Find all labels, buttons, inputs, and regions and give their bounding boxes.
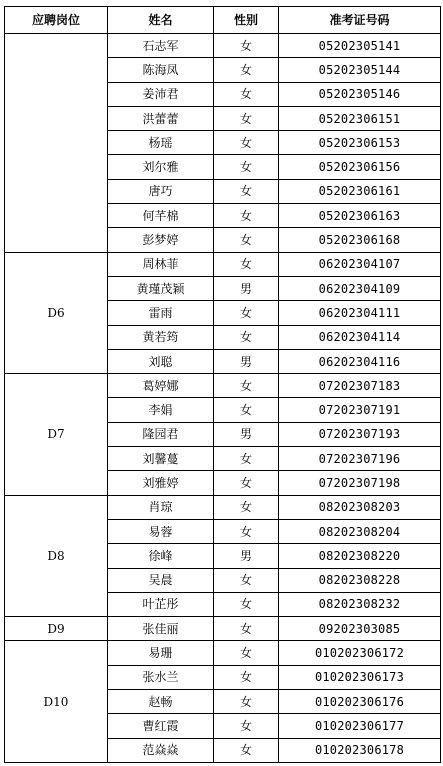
exam-number-cell: 06202304109	[279, 276, 441, 300]
gender-cell: 女	[214, 204, 279, 228]
name-cell: 周林菲	[108, 252, 214, 276]
exam-number-cell: 07202307193	[279, 422, 441, 446]
exam-number-cell: 05202306163	[279, 204, 441, 228]
exam-number-cell: 08202308220	[279, 544, 441, 568]
gender-cell: 女	[214, 58, 279, 82]
gender-cell: 男	[214, 544, 279, 568]
post-cell	[5, 34, 108, 253]
name-cell: 张水兰	[108, 665, 214, 689]
exam-number-cell: 05202306161	[279, 179, 441, 203]
exam-number-cell: 05202305146	[279, 82, 441, 106]
exam-number-cell: 010202306178	[279, 738, 441, 762]
name-cell: 李娟	[108, 398, 214, 422]
name-cell: 刘馨蔓	[108, 447, 214, 471]
gender-cell: 女	[214, 519, 279, 543]
exam-number-cell: 06202304114	[279, 325, 441, 349]
table-row	[5, 374, 441, 398]
exam-number-cell: 07202307191	[279, 398, 441, 422]
exam-number-cell: 010202306172	[279, 641, 441, 665]
gender-cell: 女	[214, 592, 279, 616]
table-row	[5, 495, 441, 519]
post-cell: D10	[5, 641, 108, 762]
name-cell: 易珊	[108, 641, 214, 665]
post-cell: D6	[5, 252, 108, 373]
name-cell: 葛婷娜	[108, 374, 214, 398]
post-cell: D7	[5, 374, 108, 495]
gender-cell: 女	[214, 106, 279, 130]
gender-cell: 女	[214, 398, 279, 422]
gender-cell: 女	[214, 155, 279, 179]
name-cell: 肖琼	[108, 495, 214, 519]
name-cell: 张佳丽	[108, 617, 214, 641]
exam-number-cell: 07202307198	[279, 471, 441, 495]
exam-number-cell: 08202308232	[279, 592, 441, 616]
name-cell: 赵畅	[108, 690, 214, 714]
name-cell: 刘尔雅	[108, 155, 214, 179]
gender-cell: 女	[214, 447, 279, 471]
exam-number-cell: 010202306176	[279, 690, 441, 714]
name-cell: 彭梦婷	[108, 228, 214, 252]
exam-number-cell: 06202304111	[279, 301, 441, 325]
name-cell: 雷雨	[108, 301, 214, 325]
exam-number-cell: 07202307183	[279, 374, 441, 398]
gender-cell: 女	[214, 301, 279, 325]
exam-number-cell: 05202306156	[279, 155, 441, 179]
gender-cell: 女	[214, 471, 279, 495]
exam-number-cell: 09202303085	[279, 617, 441, 641]
table-row	[5, 252, 441, 276]
exam-number-cell: 010202306177	[279, 714, 441, 738]
name-cell: 石志军	[108, 34, 214, 58]
header-post: 应聘岗位	[5, 7, 108, 34]
exam-number-cell: 07202307196	[279, 447, 441, 471]
header-exam-number: 准考证号码	[279, 7, 441, 34]
exam-number-cell: 08202308204	[279, 519, 441, 543]
table-body	[5, 34, 441, 763]
exam-number-cell: 05202306153	[279, 131, 441, 155]
header-name: 姓名	[108, 7, 214, 34]
name-cell: 姜沛君	[108, 82, 214, 106]
gender-cell: 女	[214, 34, 279, 58]
post-cell: D8	[5, 495, 108, 616]
name-cell: 叶芷彤	[108, 592, 214, 616]
name-cell: 陈海凤	[108, 58, 214, 82]
gender-cell: 女	[214, 738, 279, 762]
gender-cell: 女	[214, 252, 279, 276]
gender-cell: 男	[214, 349, 279, 373]
table-row	[5, 641, 441, 665]
gender-cell: 女	[214, 495, 279, 519]
gender-cell: 女	[214, 641, 279, 665]
exam-number-cell: 010202306173	[279, 665, 441, 689]
exam-number-cell: 06202304116	[279, 349, 441, 373]
exam-number-cell: 05202305144	[279, 58, 441, 82]
table-row	[5, 617, 441, 641]
exam-number-cell: 05202306151	[279, 106, 441, 130]
name-cell: 唐巧	[108, 179, 214, 203]
name-cell: 洪蕾蕾	[108, 106, 214, 130]
gender-cell: 女	[214, 228, 279, 252]
candidate-table	[4, 6, 441, 763]
gender-cell: 女	[214, 82, 279, 106]
name-cell: 隆园君	[108, 422, 214, 446]
post-cell: D9	[5, 617, 108, 641]
exam-number-cell: 08202308203	[279, 495, 441, 519]
name-cell: 范焱焱	[108, 738, 214, 762]
gender-cell: 女	[214, 179, 279, 203]
gender-cell: 女	[214, 665, 279, 689]
name-cell: 何芊棉	[108, 204, 214, 228]
gender-cell: 女	[214, 325, 279, 349]
name-cell: 曹红霞	[108, 714, 214, 738]
gender-cell: 女	[214, 568, 279, 592]
name-cell: 徐峰	[108, 544, 214, 568]
name-cell: 黄若筠	[108, 325, 214, 349]
table-row	[5, 34, 441, 58]
name-cell: 黄瑾茂颖	[108, 276, 214, 300]
exam-number-cell: 05202305141	[279, 34, 441, 58]
gender-cell: 女	[214, 714, 279, 738]
gender-cell: 女	[214, 690, 279, 714]
gender-cell: 女	[214, 131, 279, 155]
gender-cell: 女	[214, 374, 279, 398]
name-cell: 刘雅婷	[108, 471, 214, 495]
name-cell: 刘聪	[108, 349, 214, 373]
header-gender: 性别	[214, 7, 279, 34]
gender-cell: 男	[214, 422, 279, 446]
table-header-row	[5, 7, 441, 34]
name-cell: 吴晨	[108, 568, 214, 592]
name-cell: 杨瑶	[108, 131, 214, 155]
exam-number-cell: 05202306168	[279, 228, 441, 252]
exam-number-cell: 08202308228	[279, 568, 441, 592]
exam-number-cell: 06202304107	[279, 252, 441, 276]
gender-cell: 女	[214, 617, 279, 641]
name-cell: 易蓉	[108, 519, 214, 543]
gender-cell: 男	[214, 276, 279, 300]
